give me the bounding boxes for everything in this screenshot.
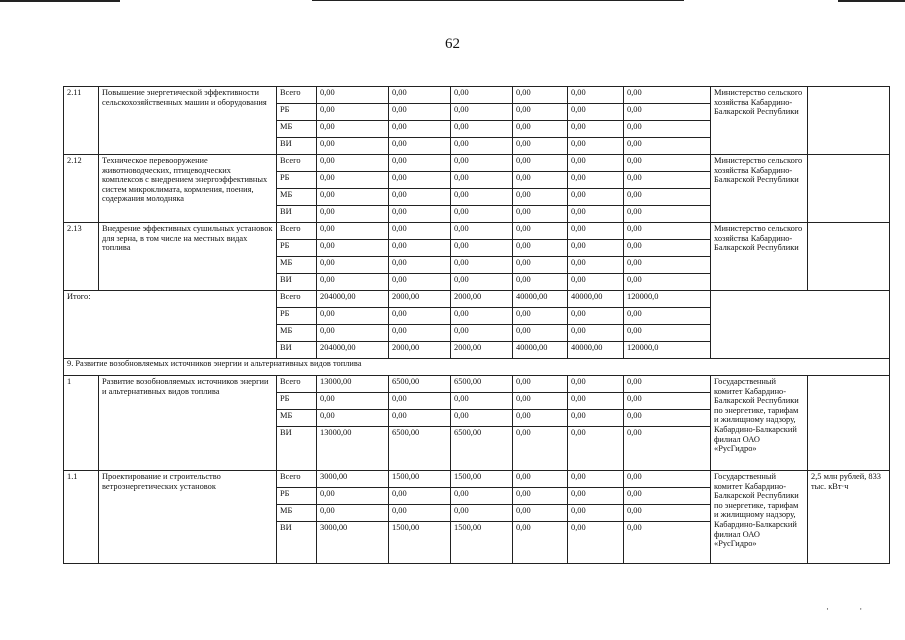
funding-value: 0,00 <box>624 257 711 274</box>
funding-source: Всего <box>277 376 317 393</box>
funding-value: 1500,00 <box>389 522 451 564</box>
funding-value: 2000,00 <box>451 342 513 359</box>
funding-value: 0,00 <box>451 172 513 189</box>
total-executor-empty <box>711 291 890 359</box>
funding-value: 0,00 <box>513 505 568 522</box>
funding-value: 0,00 <box>513 522 568 564</box>
funding-value: 0,00 <box>317 138 389 155</box>
funding-source: РБ <box>277 308 317 325</box>
funding-value: 0,00 <box>624 308 711 325</box>
funding-value: 0,00 <box>568 138 624 155</box>
funding-source: Всего <box>277 87 317 104</box>
measure-name: Внедрение эффективных сушильных установок для зерна, в том числе на местных видах топлива <box>99 223 277 291</box>
funding-value: 0,00 <box>451 223 513 240</box>
measure-name: Повышение энергетической эффективности сельскохозяйственных машин и оборудования <box>99 87 277 155</box>
funding-value: 0,00 <box>451 410 513 427</box>
funding-value: 204000,00 <box>317 291 389 308</box>
funding-value: 2000,00 <box>451 291 513 308</box>
funding-source: ВИ <box>277 522 317 564</box>
scan-specks: · · <box>826 604 877 614</box>
funding-value: 0,00 <box>451 488 513 505</box>
funding-value: 0,00 <box>624 121 711 138</box>
funding-value: 0,00 <box>317 488 389 505</box>
funding-value: 0,00 <box>389 410 451 427</box>
funding-value: 0,00 <box>389 223 451 240</box>
funding-value: 0,00 <box>568 308 624 325</box>
funding-value: 0,00 <box>624 104 711 121</box>
funding-source: РБ <box>277 488 317 505</box>
funding-source: МБ <box>277 121 317 138</box>
funding-value: 0,00 <box>568 471 624 488</box>
funding-value: 0,00 <box>389 325 451 342</box>
funding-value: 0,00 <box>389 87 451 104</box>
funding-value: 0,00 <box>451 206 513 223</box>
measure-row <box>64 223 890 240</box>
funding-value: 0,00 <box>624 240 711 257</box>
funding-value: 0,00 <box>451 104 513 121</box>
funding-value: 0,00 <box>451 257 513 274</box>
funding-value: 0,00 <box>513 206 568 223</box>
funding-value: 0,00 <box>317 325 389 342</box>
funding-value: 0,00 <box>317 274 389 291</box>
funding-value: 0,00 <box>451 189 513 206</box>
funding-value: 0,00 <box>513 104 568 121</box>
measure-row <box>64 87 890 104</box>
total-label: Итого: <box>64 291 277 359</box>
funding-value: 0,00 <box>317 121 389 138</box>
funding-source: МБ <box>277 410 317 427</box>
funding-value: 0,00 <box>451 308 513 325</box>
funding-source: МБ <box>277 257 317 274</box>
funding-value: 0,00 <box>624 138 711 155</box>
measure-name: Развитие возобновляемых источников энергии и альтернативных видов топлива <box>99 376 277 471</box>
funding-value: 0,00 <box>513 257 568 274</box>
funding-value: 0,00 <box>568 274 624 291</box>
funding-value: 0,00 <box>317 104 389 121</box>
funding-value: 0,00 <box>624 427 711 471</box>
funding-value: 0,00 <box>451 240 513 257</box>
funding-value: 0,00 <box>317 87 389 104</box>
funding-value: 0,00 <box>389 308 451 325</box>
funding-value: 0,00 <box>451 138 513 155</box>
top-rule-middle <box>312 0 684 1</box>
funding-value: 0,00 <box>513 410 568 427</box>
funding-value: 0,00 <box>451 121 513 138</box>
funding-value: 0,00 <box>568 257 624 274</box>
funding-value: 0,00 <box>568 488 624 505</box>
funding-value: 0,00 <box>568 410 624 427</box>
funding-value: 0,00 <box>568 223 624 240</box>
measure-row <box>64 376 890 393</box>
funding-source: ВИ <box>277 138 317 155</box>
funding-source: ВИ <box>277 206 317 223</box>
top-rule-left <box>0 0 120 2</box>
funding-value: 0,00 <box>389 104 451 121</box>
funding-value: 0,00 <box>513 240 568 257</box>
funding-value: 0,00 <box>389 393 451 410</box>
funding-value: 0,00 <box>568 121 624 138</box>
top-rule-right <box>838 0 905 2</box>
funding-value: 13000,00 <box>317 376 389 393</box>
funding-value: 0,00 <box>568 522 624 564</box>
funding-value: 0,00 <box>451 155 513 172</box>
funding-value: 0,00 <box>513 87 568 104</box>
funding-value: 0,00 <box>317 240 389 257</box>
funding-value: 0,00 <box>624 505 711 522</box>
funding-value: 40000,00 <box>568 342 624 359</box>
funding-value: 1500,00 <box>451 522 513 564</box>
funding-value: 0,00 <box>389 274 451 291</box>
funding-table <box>63 86 890 564</box>
executor: Министерство сельского хозяйства Кабардино-Балкарской Республики <box>711 223 808 291</box>
funding-value: 1500,00 <box>451 471 513 488</box>
funding-value: 0,00 <box>513 325 568 342</box>
funding-value: 0,00 <box>568 393 624 410</box>
funding-value: 0,00 <box>568 240 624 257</box>
funding-value: 0,00 <box>451 325 513 342</box>
executor: Министерство сельского хозяйства Кабардино-Балкарской Республики <box>711 155 808 223</box>
indicator <box>808 155 890 223</box>
funding-value: 1500,00 <box>389 471 451 488</box>
funding-value: 0,00 <box>317 223 389 240</box>
funding-value: 40000,00 <box>513 291 568 308</box>
funding-source: ВИ <box>277 342 317 359</box>
funding-value: 40000,00 <box>568 291 624 308</box>
funding-source: Всего <box>277 155 317 172</box>
funding-value: 0,00 <box>568 189 624 206</box>
funding-value: 0,00 <box>513 427 568 471</box>
funding-source: Всего <box>277 291 317 308</box>
funding-value: 0,00 <box>624 189 711 206</box>
measure-code: 1 <box>64 376 99 471</box>
funding-value: 0,00 <box>513 172 568 189</box>
measure-code: 2.12 <box>64 155 99 223</box>
funding-value: 0,00 <box>568 505 624 522</box>
funding-table-body <box>64 87 890 564</box>
funding-value: 40000,00 <box>513 342 568 359</box>
funding-value: 0,00 <box>451 87 513 104</box>
funding-value: 0,00 <box>451 505 513 522</box>
funding-value: 0,00 <box>317 155 389 172</box>
funding-value: 0,00 <box>389 505 451 522</box>
funding-value: 0,00 <box>513 393 568 410</box>
funding-value: 0,00 <box>513 223 568 240</box>
indicator <box>808 87 890 155</box>
funding-value: 0,00 <box>568 104 624 121</box>
funding-source: ВИ <box>277 427 317 471</box>
funding-value: 0,00 <box>568 155 624 172</box>
funding-value: 6500,00 <box>451 376 513 393</box>
funding-source: РБ <box>277 240 317 257</box>
funding-value: 0,00 <box>389 488 451 505</box>
funding-value: 0,00 <box>568 87 624 104</box>
executor: Государственный комитет Кабардино-Балкарской Республики по энергетике, тарифам и жилищному надзору, Кабардино-Балкарский филиал ОАО «РусГидро» <box>711 376 808 471</box>
measure-code: 1.1 <box>64 471 99 564</box>
funding-value: 3000,00 <box>317 522 389 564</box>
measure-row <box>64 471 890 488</box>
executor: Министерство сельского хозяйства Кабардино-Балкарской Республики <box>711 87 808 155</box>
funding-value: 0,00 <box>317 257 389 274</box>
funding-source: МБ <box>277 189 317 206</box>
funding-value: 0,00 <box>513 488 568 505</box>
funding-source: РБ <box>277 104 317 121</box>
funding-source: Всего <box>277 223 317 240</box>
funding-value: 0,00 <box>389 189 451 206</box>
indicator <box>808 223 890 291</box>
funding-value: 0,00 <box>317 172 389 189</box>
funding-source: Всего <box>277 471 317 488</box>
funding-value: 120000,0 <box>624 342 711 359</box>
funding-value: 2000,00 <box>389 342 451 359</box>
funding-value: 0,00 <box>624 325 711 342</box>
section-row <box>64 359 890 376</box>
executor: Государственный комитет Кабардино-Балкарской Республики по энергетике, тарифам и жилищному надзору, Кабардино-Балкарский филиал ОАО «РусГидро» <box>711 471 808 564</box>
funding-value: 0,00 <box>513 155 568 172</box>
funding-value: 0,00 <box>513 376 568 393</box>
funding-value: 0,00 <box>317 308 389 325</box>
funding-value: 0,00 <box>624 206 711 223</box>
funding-value: 6500,00 <box>451 427 513 471</box>
funding-value: 0,00 <box>513 308 568 325</box>
funding-source: МБ <box>277 505 317 522</box>
funding-value: 0,00 <box>513 189 568 206</box>
funding-value: 0,00 <box>389 121 451 138</box>
funding-source: РБ <box>277 172 317 189</box>
funding-value: 0,00 <box>317 505 389 522</box>
measure-code: 2.13 <box>64 223 99 291</box>
funding-value: 0,00 <box>624 274 711 291</box>
funding-value: 0,00 <box>568 206 624 223</box>
funding-value: 13000,00 <box>317 427 389 471</box>
funding-value: 0,00 <box>389 155 451 172</box>
total-row <box>64 291 890 308</box>
funding-source: ВИ <box>277 274 317 291</box>
funding-value: 0,00 <box>624 471 711 488</box>
funding-value: 0,00 <box>513 121 568 138</box>
funding-value: 204000,00 <box>317 342 389 359</box>
funding-value: 0,00 <box>568 427 624 471</box>
funding-value: 0,00 <box>389 257 451 274</box>
funding-value: 0,00 <box>624 376 711 393</box>
funding-value: 0,00 <box>624 488 711 505</box>
funding-value: 0,00 <box>317 410 389 427</box>
funding-value: 0,00 <box>389 172 451 189</box>
funding-value: 0,00 <box>317 206 389 223</box>
funding-value: 0,00 <box>451 393 513 410</box>
measure-row <box>64 155 890 172</box>
indicator <box>808 376 890 471</box>
funding-value: 0,00 <box>624 393 711 410</box>
funding-value: 0,00 <box>513 471 568 488</box>
measure-name: Техническое перевооружение животноводческих, птицеводческих комплексов с внедрением энергоэффективных систем микроклимата, кормления, поения, содержания молодняка <box>99 155 277 223</box>
funding-value: 0,00 <box>624 410 711 427</box>
funding-source: РБ <box>277 393 317 410</box>
funding-value: 0,00 <box>389 138 451 155</box>
funding-value: 0,00 <box>513 138 568 155</box>
funding-value: 0,00 <box>389 206 451 223</box>
measure-code: 2.11 <box>64 87 99 155</box>
funding-value: 0,00 <box>624 172 711 189</box>
funding-value: 0,00 <box>317 189 389 206</box>
funding-value: 0,00 <box>624 223 711 240</box>
funding-value: 0,00 <box>624 87 711 104</box>
funding-value: 0,00 <box>568 376 624 393</box>
funding-value: 0,00 <box>568 172 624 189</box>
funding-value: 120000,0 <box>624 291 711 308</box>
funding-value: 2000,00 <box>389 291 451 308</box>
funding-value: 0,00 <box>568 325 624 342</box>
measure-name: Проектирование и строительство ветроэнергетических установок <box>99 471 277 564</box>
funding-value: 3000,00 <box>317 471 389 488</box>
page-number: 62 <box>445 36 460 52</box>
funding-source: МБ <box>277 325 317 342</box>
funding-value: 0,00 <box>389 240 451 257</box>
funding-value: 6500,00 <box>389 376 451 393</box>
funding-value: 0,00 <box>513 274 568 291</box>
indicator: 2,5 млн рублей, 833 тыс. кВт·ч <box>808 471 890 564</box>
funding-value: 0,00 <box>451 274 513 291</box>
funding-value: 6500,00 <box>389 427 451 471</box>
funding-value: 0,00 <box>624 522 711 564</box>
funding-value: 0,00 <box>317 393 389 410</box>
section-title: 9. Развитие возобновляемых источников энергии и альтернативных видов топлива <box>64 359 890 376</box>
funding-value: 0,00 <box>624 155 711 172</box>
